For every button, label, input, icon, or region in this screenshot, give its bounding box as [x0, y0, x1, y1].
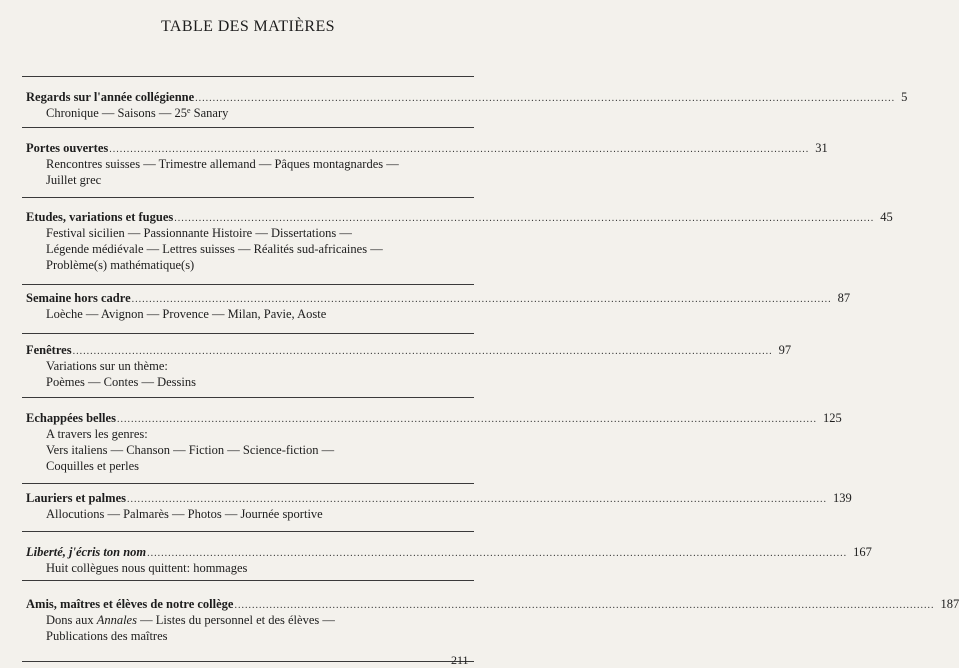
section-rule	[22, 127, 474, 128]
toc-page-number: 45	[880, 210, 893, 224]
toc-subentry-line: Rencontres suisses — Trimestre allemand — Pâques montagnardes —	[46, 157, 399, 171]
toc-subentry-line: Publications des maîtres	[46, 629, 168, 643]
toc-subentry-line: Festival sicilien — Passionnante Histoire — Dissertations —	[46, 226, 352, 240]
section-rule	[22, 284, 474, 285]
toc-entry	[26, 490, 852, 522]
toc-heading: Amis, maîtres et élèves de notre collège	[26, 597, 234, 611]
toc-subentry-line: Poèmes — Contes — Dessins	[46, 375, 196, 389]
toc-page-number: 167	[853, 545, 872, 559]
toc-heading: Etudes, variations et fugues	[26, 210, 174, 224]
toc-entry	[26, 89, 908, 121]
toc-subentry-line: Huit collègues nous quittent: hommages	[46, 561, 248, 575]
toc-page-number: 5	[901, 90, 908, 104]
toc-subentry-line: Vers italiens — Chanson — Fiction — Science-fiction —	[46, 443, 335, 457]
toc-page-number: 31	[815, 141, 828, 155]
dot-leader: ........................................................................................................................................................................................................	[147, 548, 848, 559]
toc-page-number: 97	[778, 343, 792, 357]
toc-heading-line	[26, 140, 828, 156]
toc-heading-line	[26, 290, 851, 306]
toc-heading-line	[26, 490, 852, 506]
toc-entry	[26, 544, 872, 576]
toc-heading: Liberté, j'écris ton nom	[26, 545, 147, 559]
section-rule	[22, 397, 474, 398]
section-rule	[22, 333, 474, 334]
dot-leader: ........................................................................................................................................................................................................	[116, 414, 817, 425]
dot-leader: ........................................................................................................................................................................................................	[174, 213, 875, 224]
dot-leader: ........................................................................................................................................................................................................	[234, 600, 935, 611]
toc-heading: Semaine hors cadre	[26, 291, 131, 305]
toc-entry	[26, 596, 959, 644]
page-number: 211	[451, 653, 469, 667]
toc-entry	[26, 140, 828, 188]
section-rule	[22, 661, 474, 662]
toc-entry	[26, 342, 792, 390]
toc-page-number: 87	[837, 291, 851, 305]
toc-heading: Fenêtres	[26, 343, 72, 357]
section-rule	[22, 531, 474, 532]
toc-subentry-line: Allocutions — Palmarès — Photos — Journée sportive	[46, 507, 323, 521]
section-rule	[22, 76, 474, 77]
toc-page-number: 125	[822, 411, 842, 425]
toc-heading-line	[26, 410, 842, 426]
section-rule	[22, 483, 474, 484]
toc-heading-line	[26, 209, 893, 225]
toc-subentry-line: Variations sur un thème:	[46, 359, 168, 373]
toc-heading-line	[26, 342, 792, 358]
page-title: TABLE DES MATIÈRES	[161, 18, 335, 35]
toc-subentry-line: Juillet grec	[46, 173, 102, 187]
toc-subentry-line: Problème(s) mathématique(s)	[46, 258, 195, 272]
toc-entry	[26, 209, 893, 273]
toc-subentry-line: Légende médiévale — Lettres suisses — Réalités sud-africaines —	[46, 242, 383, 256]
section-rule	[22, 580, 474, 581]
toc-page-number: 187	[940, 597, 959, 611]
dot-leader: ........................................................................................................................................................................................................	[109, 144, 810, 155]
dot-leader: ........................................................................................................................................................................................................	[72, 346, 773, 357]
toc-subentry-line: A travers les genres:	[46, 427, 148, 441]
toc-heading: Regards sur l'année collégienne	[26, 90, 195, 104]
dot-leader: ........................................................................................................................................................................................................	[131, 294, 832, 305]
toc-entry	[26, 290, 851, 322]
toc-page-number: 139	[832, 491, 852, 505]
toc-subentry-line: Coquilles et perles	[46, 459, 140, 473]
toc-entry	[26, 410, 842, 474]
toc-subentry-line: Loèche — Avignon — Provence — Milan, Pavie, Aoste	[46, 307, 327, 321]
toc-subentry-line: Chronique — Saisons — 25e Sanary	[46, 106, 229, 120]
section-rule	[22, 197, 474, 198]
toc-heading: Echappées belles	[26, 411, 116, 425]
dot-leader: ........................................................................................................................................................................................................	[195, 93, 896, 104]
toc-heading: Lauriers et palmes	[26, 491, 126, 505]
toc-heading: Portes ouvertes	[26, 141, 109, 155]
dot-leader: ........................................................................................................................................................................................................	[126, 494, 827, 505]
toc-subentry-line: Dons aux Annales — Listes du personnel et des élèves —	[46, 613, 335, 627]
toc-heading-line	[26, 544, 872, 560]
toc-heading-line	[26, 89, 908, 105]
toc-heading-line	[26, 596, 959, 612]
